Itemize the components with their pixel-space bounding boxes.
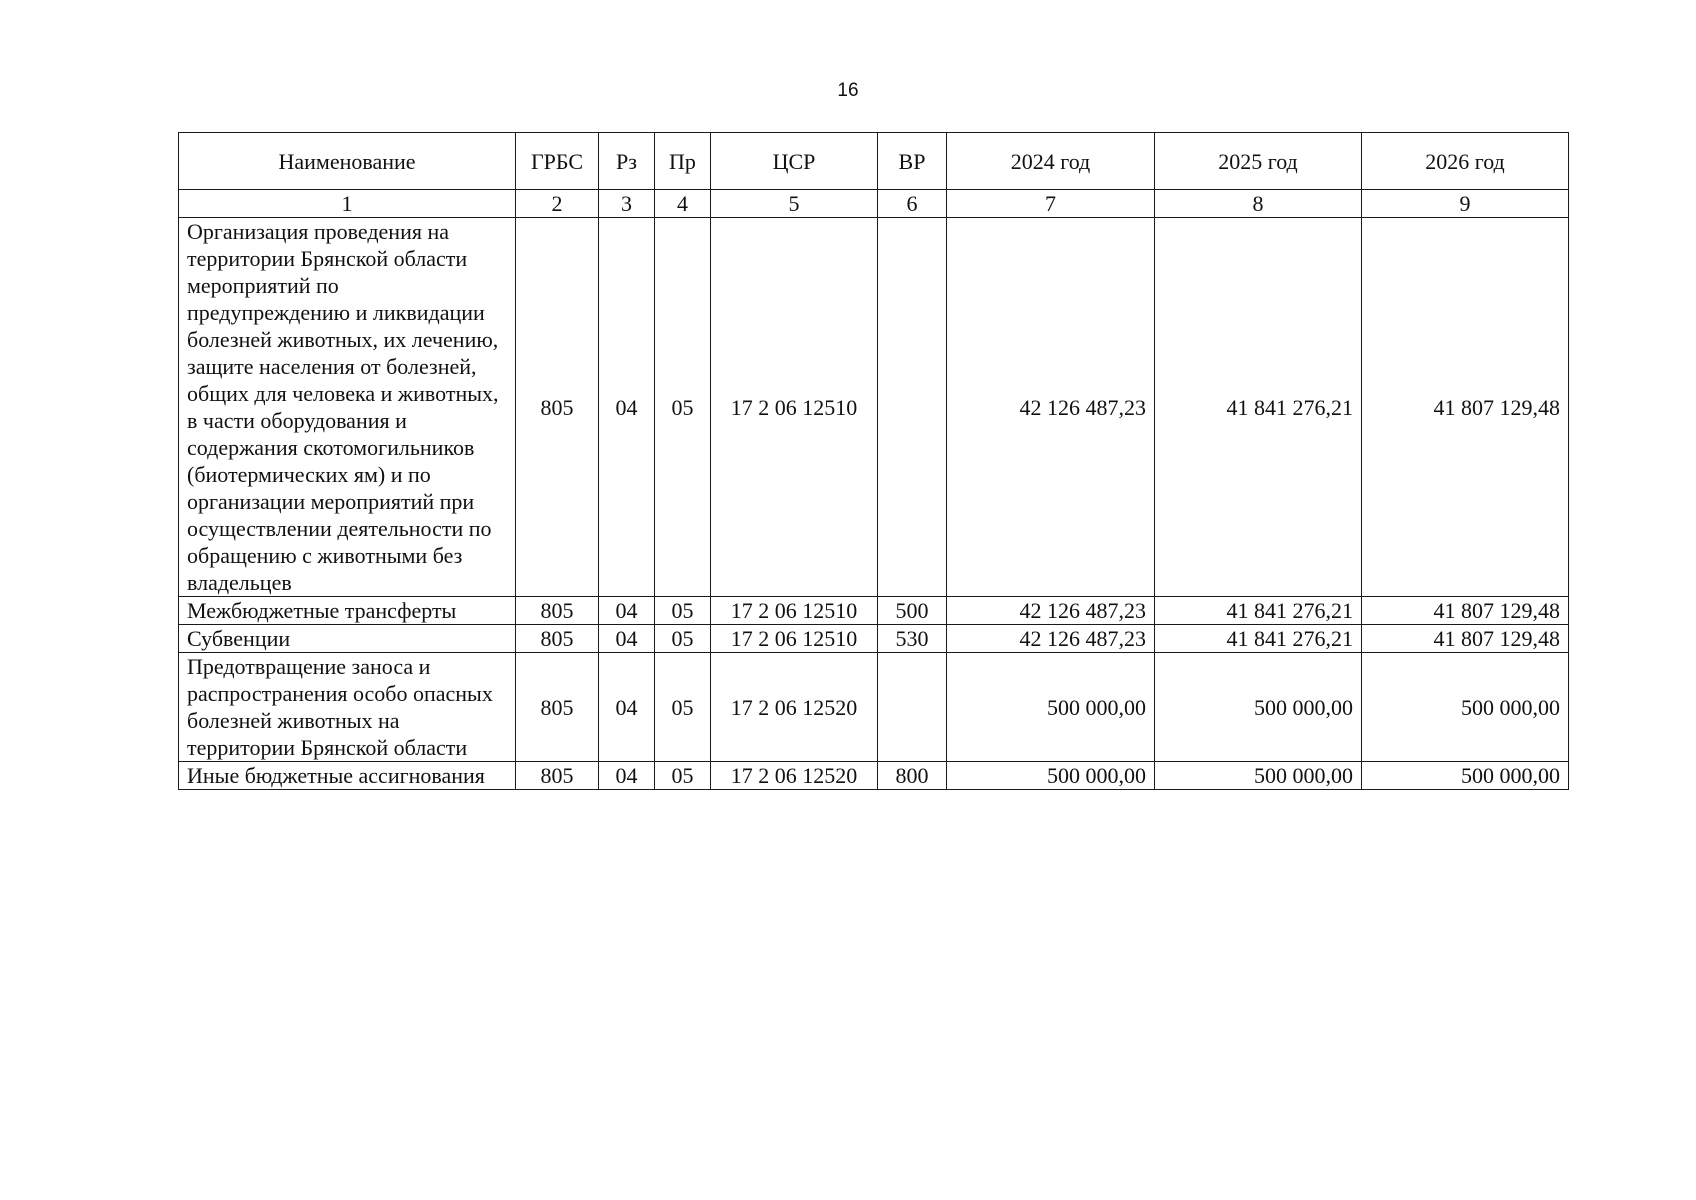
row-2025: 500 000,00	[1155, 762, 1362, 790]
column-number: 3	[599, 190, 655, 218]
row-vr: 800	[878, 762, 947, 790]
row-grbs: 805	[516, 762, 599, 790]
row-rz: 04	[599, 762, 655, 790]
row-vr: 500	[878, 597, 947, 625]
row-csr: 17 2 06 12520	[711, 653, 878, 762]
row-rz: 04	[599, 653, 655, 762]
column-number: 8	[1155, 190, 1362, 218]
row-vr	[878, 218, 947, 597]
row-pr: 05	[655, 625, 711, 653]
column-number: 1	[179, 190, 516, 218]
row-2026: 41 807 129,48	[1362, 218, 1569, 597]
row-vr: 530	[878, 625, 947, 653]
row-pr: 05	[655, 597, 711, 625]
row-grbs: 805	[516, 653, 599, 762]
row-name: Субвенции	[179, 625, 516, 653]
row-csr: 17 2 06 12510	[711, 625, 878, 653]
row-pr: 05	[655, 218, 711, 597]
table-row	[179, 597, 1569, 625]
table-row	[179, 653, 1569, 762]
column-number: 5	[711, 190, 878, 218]
column-number: 6	[878, 190, 947, 218]
row-vr	[878, 653, 947, 762]
row-rz: 04	[599, 625, 655, 653]
header-rz: Рз	[599, 133, 655, 190]
row-2026: 500 000,00	[1362, 762, 1569, 790]
table-row	[179, 625, 1569, 653]
row-grbs: 805	[516, 625, 599, 653]
column-number-row	[179, 190, 1569, 218]
row-name: Межбюджетные трансферты	[179, 597, 516, 625]
budget-table	[178, 132, 1569, 790]
row-name: Организация проведения на территории Брянской области мероприятий по предупреждению и ликвидации болезней животных, их лечению, защите населения от болезней, общих для человека и животных, в части оборудования и содержания скотомогильников (биотермических ям) и по организации мероприятий при осуществлении деятельности по обращению с животными без владельцев	[179, 218, 516, 597]
row-2024: 42 126 487,23	[947, 218, 1155, 597]
row-name: Иные бюджетные ассигнования	[179, 762, 516, 790]
column-number: 7	[947, 190, 1155, 218]
row-grbs: 805	[516, 218, 599, 597]
row-2024: 500 000,00	[947, 653, 1155, 762]
page-number: 16	[837, 80, 859, 101]
table-row	[179, 218, 1569, 597]
row-2024: 500 000,00	[947, 762, 1155, 790]
row-grbs: 805	[516, 597, 599, 625]
row-2026: 41 807 129,48	[1362, 597, 1569, 625]
row-2024: 42 126 487,23	[947, 597, 1155, 625]
row-2024: 42 126 487,23	[947, 625, 1155, 653]
row-2025: 41 841 276,21	[1155, 218, 1362, 597]
column-number: 4	[655, 190, 711, 218]
row-csr: 17 2 06 12520	[711, 762, 878, 790]
header-csr: ЦСР	[711, 133, 878, 190]
row-2025: 41 841 276,21	[1155, 597, 1362, 625]
header-2024: 2024 год	[947, 133, 1155, 190]
row-2025: 500 000,00	[1155, 653, 1362, 762]
row-2025: 41 841 276,21	[1155, 625, 1362, 653]
table-row	[179, 762, 1569, 790]
header-pr: Пр	[655, 133, 711, 190]
row-pr: 05	[655, 653, 711, 762]
column-number: 2	[516, 190, 599, 218]
row-rz: 04	[599, 218, 655, 597]
row-csr: 17 2 06 12510	[711, 218, 878, 597]
column-number: 9	[1362, 190, 1569, 218]
header-2026: 2026 год	[1362, 133, 1569, 190]
row-2026: 41 807 129,48	[1362, 625, 1569, 653]
header-2025: 2025 год	[1155, 133, 1362, 190]
row-2026: 500 000,00	[1362, 653, 1569, 762]
row-name: Предотвращение заноса и распространения особо опасных болезней животных на территории Брянской области	[179, 653, 516, 762]
row-csr: 17 2 06 12510	[711, 597, 878, 625]
row-rz: 04	[599, 597, 655, 625]
header-vr: ВР	[878, 133, 947, 190]
row-pr: 05	[655, 762, 711, 790]
header-name: Наименование	[179, 133, 516, 190]
header-grbs: ГРБС	[516, 133, 599, 190]
header-row	[179, 133, 1569, 190]
